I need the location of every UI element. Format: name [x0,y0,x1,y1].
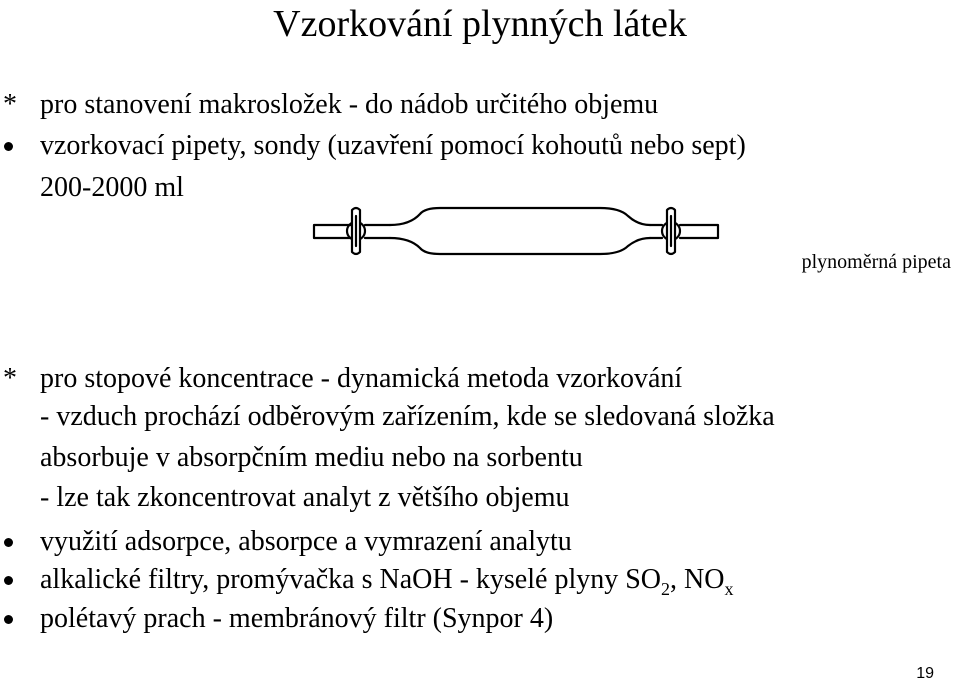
list-item-text: pro stopové koncentrace - dynamická metoda vzorkování [40,363,683,394]
list-item-text: - lze tak zkoncentrovat analyt z většího objemu [40,482,570,513]
asterisk-marker: * [3,363,17,394]
asterisk-marker: * [3,89,17,120]
list-item-text: 200-2000 ml [40,172,184,203]
bullet-icon [4,576,13,585]
page-number: 19 [916,665,934,682]
slide-title: Vzorkování plynných látek [273,3,687,45]
list-item-text: pro stanovení makrosložek - do nádob určitého objemu [40,89,659,120]
list-item-text [40,563,733,597]
subscript: 2 [661,579,671,599]
list-item-text: absorbuje v absorpčním mediu nebo na sorbentu [40,442,583,473]
subscript: x [724,579,734,599]
list-item-text: využití adsorpce, absorpce a vymrazení analytu [40,526,572,557]
bullet-icon [4,615,13,624]
list-item-text: vzorkovací pipety, sondy (uzavření pomocí kohoutů nebo sept) [40,130,746,161]
list-item-text: polétavý prach - membránový filtr (Synpor 4) [40,603,554,634]
bullet-icon [4,538,13,547]
list-item-text: - vzduch prochází odběrovým zařízením, kde se sledovaná složka [40,401,775,432]
bullet-icon [4,142,13,151]
chem-text: , NO [670,564,725,595]
chem-text: alkalické filtry, promývačka s NaOH - kyselé plyny SO [40,564,662,595]
figure-caption: plynoměrná pipeta [801,251,951,273]
gas-pipette-figure [300,196,730,270]
